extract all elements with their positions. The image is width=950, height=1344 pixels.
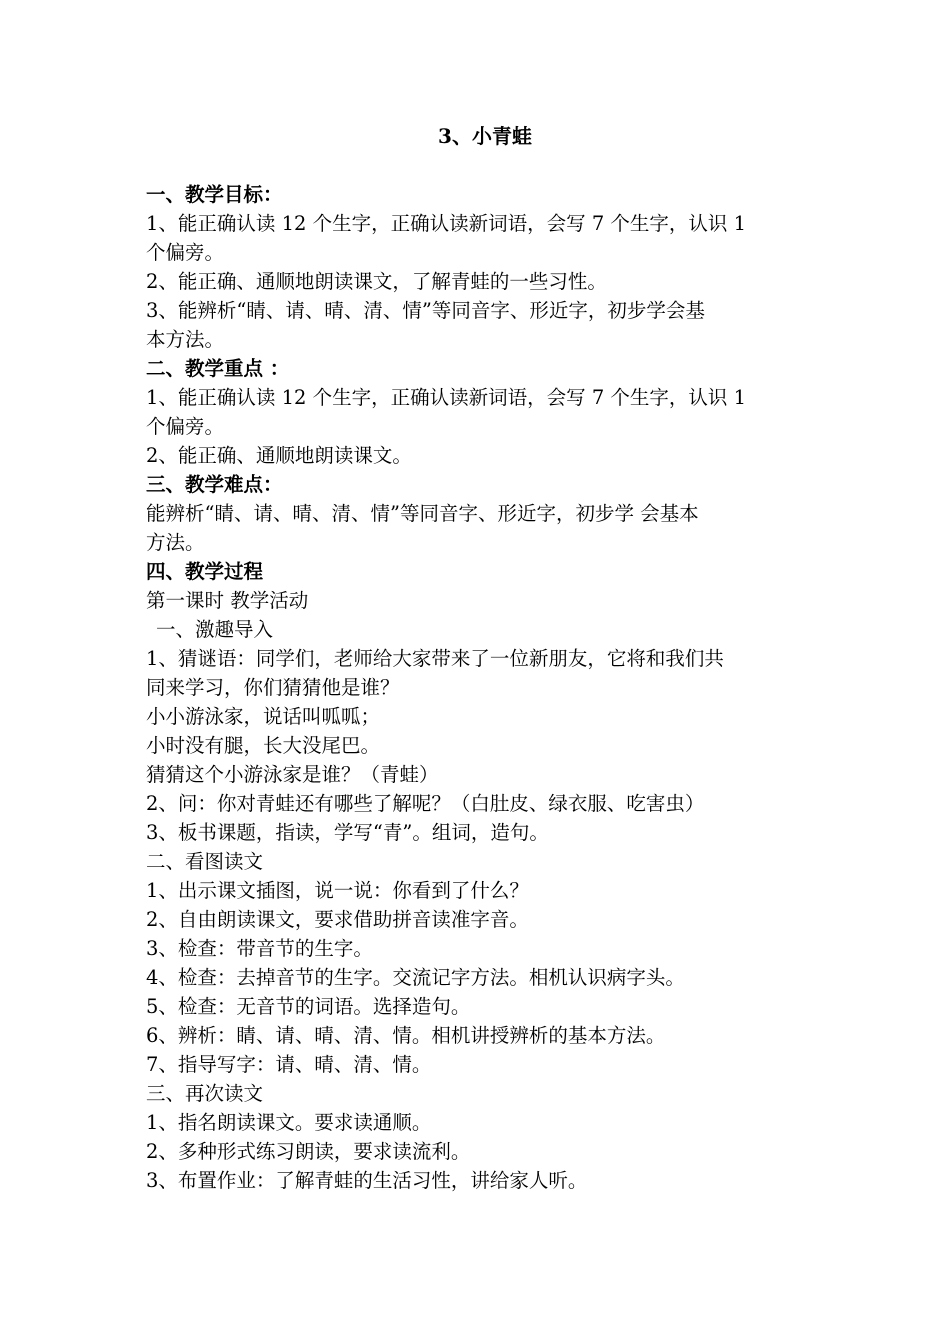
section-heading: 四、教学过程 (146, 560, 264, 583)
document-body (146, 180, 806, 1195)
body-text-line: 第一课时 教学活动 (146, 589, 309, 612)
body-text-line: 2、能正确、通顺地朗读课文，了解青蛙的一些习性。 (146, 270, 607, 293)
body-text-line: 能辨析“睛、请、晴、清、情”等同音字、形近字，初步学 会基本 (146, 502, 699, 525)
section-heading: 二、教学重点 ： (146, 357, 290, 380)
body-text-line: 1、能正确认读 12 个生字，正确认读新词语，会写 7 个生字，认识 1 (146, 386, 747, 409)
body-text-line: 2、多种形式练习朗读，要求读流利。 (146, 1140, 471, 1163)
body-text-line: 三、再次读文 (146, 1082, 264, 1105)
body-text-line: 6、辨析：睛、请、晴、清、情。相机讲授辨析的基本方法。 (146, 1024, 666, 1047)
body-text-line: 猜猜这个小游泳家是谁？（青蛙） (146, 763, 439, 786)
body-text-line: 1、猜谜语：同学们，老师给大家带来了一位新朋友，它将和我们共 (146, 647, 724, 670)
body-text-line: 个偏旁。 (146, 241, 225, 264)
body-text-line: 本方法。 (146, 328, 225, 351)
body-text-line: 1、指名朗读课文。要求读通顺。 (146, 1111, 432, 1134)
body-text-line: 1、出示课文插图，说一说：你看到了什么？ (146, 879, 529, 902)
subsection-heading: 一、激趣导入 (156, 618, 274, 641)
body-text-line: 二、看图读文 (146, 850, 264, 873)
body-text-line: 同来学习，你们猜猜他是谁？ (146, 676, 400, 699)
section-heading: 三、教学难点： (146, 473, 283, 496)
body-text-line: 3、板书课题，指读，学写“青”。组词，造句。 (146, 821, 549, 844)
body-text-line: 小时没有腿，长大没尾巴。 (146, 734, 381, 757)
body-text-line: 1、能正确认读 12 个生字，正确认读新词语，会写 7 个生字，认识 1 (146, 212, 747, 235)
body-text-line: 小小游泳家，说话叫呱呱； (146, 705, 381, 728)
body-text-line: 2、能正确、通顺地朗读课文。 (146, 444, 412, 467)
body-text-line: 5、检查：无音节的词语。选择造句。 (146, 995, 471, 1018)
body-text-line: 方法。 (146, 531, 205, 554)
body-text-line: 3、布置作业：了解青蛙的生活习性，讲给家人听。 (146, 1169, 588, 1192)
body-text-line: 3、能辨析“睛、请、晴、清、情”等同音字、形近字，初步学会基 (146, 299, 705, 322)
document-title: 3、小青蛙 (438, 124, 532, 148)
section-heading: 一、教学目标： (146, 183, 283, 206)
body-text-line: 4、检查：去掉音节的生字。交流记字方法。相机认识病字头。 (146, 966, 685, 989)
body-text-line: 2、自由朗读课文，要求借助拼音读准字音。 (146, 908, 529, 931)
body-text-line: 2、问：你对青蛙还有哪些了解呢？（白肚皮、绿衣服、吃害虫） (146, 792, 705, 815)
body-text-line: 7、指导写字：请、晴、清、情。 (146, 1053, 432, 1076)
body-text-line: 个偏旁。 (146, 415, 225, 438)
body-text-line: 3、检查：带音节的生字。 (146, 937, 373, 960)
